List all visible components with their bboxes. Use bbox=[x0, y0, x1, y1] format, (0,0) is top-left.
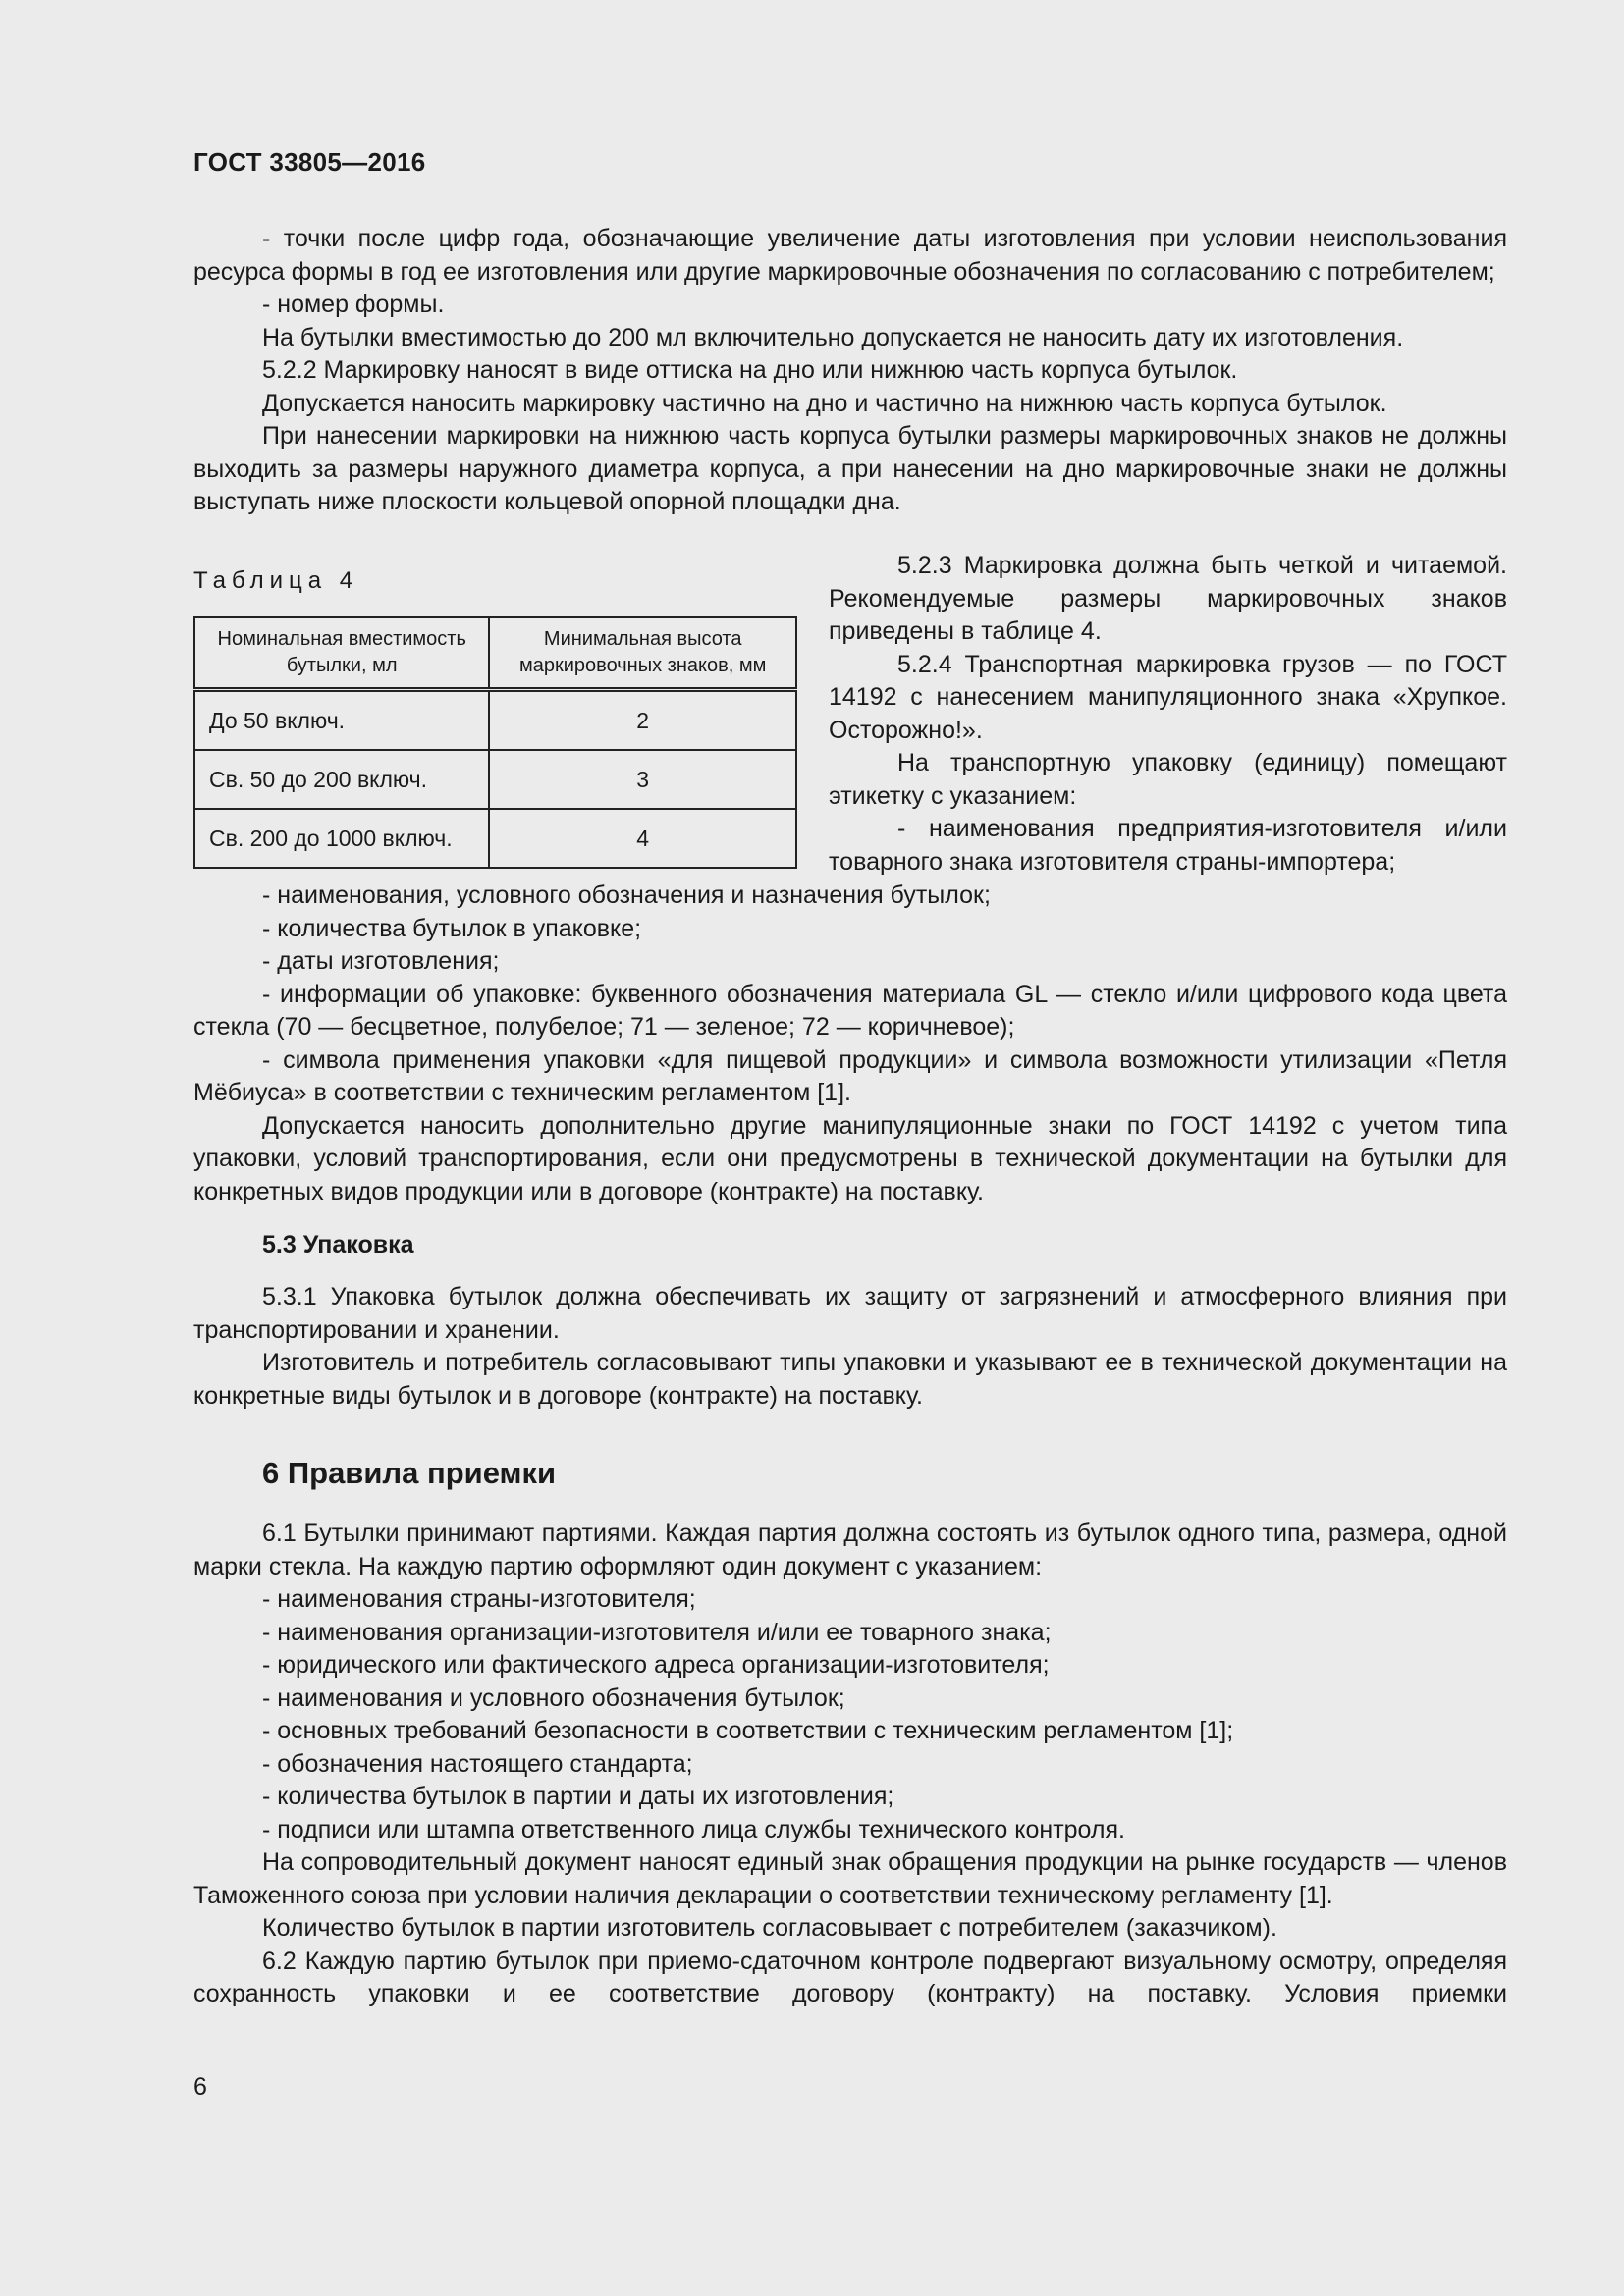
paragraph: 5.2.4 Транспортная маркировка грузов — по ГОСТ 14192 с нанесением манипуляционного знака «Хрупкое. Осторожно!». bbox=[829, 650, 1507, 744]
table-cell: Св. 200 до 1000 включ. bbox=[194, 809, 489, 868]
paragraph: Изготовитель и потребитель согласовывают типы упаковки и указывают ее в технической документации на конкретные виды бутылок и в договоре (контракте) на поставку. bbox=[193, 1349, 1507, 1410]
paragraph: При нанесении маркировки на нижнюю часть корпуса бутылки размеры маркировочных знаков не должны выходить за размеры наружного диаметра корпуса, а при нанесении на дно маркировочные знаки не должны выступать ниже плоскости кольцевой опорной площадки дна. bbox=[193, 422, 1507, 515]
paragraph: 6.1 Бутылки принимают партиями. Каждая партия должна состоять из бутылок одного типа, размера, одной марки стекла. На каждую партию оформляют один документ с указанием: bbox=[193, 1520, 1507, 1580]
text-block-packaging bbox=[193, 1281, 1507, 1413]
table-row bbox=[194, 690, 796, 751]
list-item: - наименования страны-изготовителя; bbox=[262, 1585, 696, 1613]
text-block-label bbox=[193, 880, 1507, 1208]
paragraph: На транспортную упаковку (единицу) помещают этикетку с указанием: bbox=[829, 749, 1507, 810]
paragraph: 5.2.2 Маркировку наносят в виде оттиска на дно или нижнюю часть корпуса бутылок. bbox=[262, 356, 1238, 384]
list-item: - символа применения упаковки «для пищевой продукции» и символа возможности утилизации «Петля Мёбиуса» в соответствии с техническим регламентом [1]. bbox=[193, 1045, 1507, 1106]
table-row bbox=[194, 750, 796, 809]
table-header-row bbox=[194, 617, 796, 690]
page-number: 6 bbox=[193, 2073, 207, 2101]
table-cell: До 50 включ. bbox=[194, 690, 489, 751]
paragraph: - точки после цифр года, обозначающие увеличение даты изготовления при условии неиспользования ресурса формы в год ее изготовления или другие маркировочные обозначения по согласованию с потребителем; bbox=[193, 225, 1507, 286]
list-item: - основных требований безопасности в соответствии с техническим регламентом [1]; bbox=[262, 1717, 1234, 1744]
text-block-side bbox=[829, 550, 1507, 879]
section-heading-5-3: 5.3 Упаковка bbox=[262, 1231, 414, 1258]
list-item: - информации об упаковке: буквенного обозначения материала GL — стекло и/или цифрового кода цвета стекла (70 — бесцветное, полубелое; 71 — зеленое; 72 — коричневое); bbox=[193, 980, 1507, 1041]
paragraph: 5.2.3 Маркировка должна быть четкой и читаемой. Рекомендуемые размеры маркировочных знаков приведены в таблице 4. bbox=[829, 552, 1507, 645]
list-item: - обозначения настоящего стандарта; bbox=[262, 1749, 693, 1778]
list-item: - наименования, условного обозначения и назначения бутылок; bbox=[262, 881, 991, 909]
paragraph: Допускается наносить дополнительно другие манипуляционные знаки по ГОСТ 14192 с учетом типа упаковки, условий транспортирования, если они предусмотрены в технической документации на бутылки для конкретных видов продукции или в договоре (контракте) на поставку. bbox=[193, 1111, 1507, 1205]
list-item: - наименования организации-изготовителя и/или ее товарного знака; bbox=[262, 1618, 1052, 1646]
paragraph: - номер формы. bbox=[262, 291, 445, 318]
paragraph: 5.3.1 Упаковка бутылок должна обеспечивать их защиту от загрязнений и атмосферного влияния при транспортировании и хранении. bbox=[193, 1283, 1507, 1344]
paragraph: Допускается наносить маркировку частично на дно и частично на нижнюю часть корпуса бутылок. bbox=[262, 389, 1387, 417]
table-cell: Св. 50 до 200 включ. bbox=[194, 750, 489, 809]
text-block-acceptance bbox=[193, 1518, 1507, 2011]
list-item: - даты изготовления; bbox=[262, 947, 500, 975]
table-row bbox=[194, 809, 796, 868]
list-item: - наименования и условного обозначения бутылок; bbox=[262, 1683, 845, 1712]
table-cell: 4 bbox=[489, 809, 796, 868]
table-header-cell: Минимальная высота маркировочных знаков, мм bbox=[489, 617, 796, 690]
paragraph: На сопроводительный документ наносят единый знак обращения продукции на рынке государств — членов Таможенного союза при условии наличия декларации о соответствии техническому регламенту [1]. bbox=[193, 1848, 1507, 1909]
list-item: - количества бутылок в упаковке; bbox=[262, 914, 642, 942]
text-block-marking bbox=[193, 223, 1507, 519]
paragraph: 6.2 Каждую партию бутылок при приемо-сдаточном контроле подвергают визуальному осмотру, определяя сохранность упаковки и ее соответствие договору (контракту) на поставку. Условия приемки bbox=[193, 1947, 1507, 2007]
document-header: ГОСТ 33805—2016 bbox=[193, 147, 426, 177]
list-item: - количества бутылок в партии и даты их изготовления; bbox=[262, 1783, 894, 1810]
table-header-cell: Номинальная вместимость бутылки, мл bbox=[194, 617, 489, 690]
paragraph: На бутылки вместимостью до 200 мл включительно допускается не наносить дату их изготовления. bbox=[262, 323, 1404, 351]
section-heading-6: 6 Правила приемки bbox=[262, 1456, 557, 1490]
table-4 bbox=[193, 616, 797, 869]
table-cell: 3 bbox=[489, 750, 796, 809]
list-item: - подписи или штампа ответственного лица службы технического контроля. bbox=[262, 1815, 1125, 1843]
table-caption: Таблица 4 bbox=[193, 567, 359, 594]
table-cell: 2 bbox=[489, 690, 796, 751]
list-item: - юридического или фактического адреса организации-изготовителя; bbox=[262, 1651, 1050, 1679]
paragraph: Количество бутылок в партии изготовитель согласовывает с потребителем (заказчиком). bbox=[262, 1914, 1277, 1942]
paragraph: - наименования предприятия-изготовителя и/или товарного знака изготовителя страны-импортера; bbox=[829, 815, 1507, 876]
